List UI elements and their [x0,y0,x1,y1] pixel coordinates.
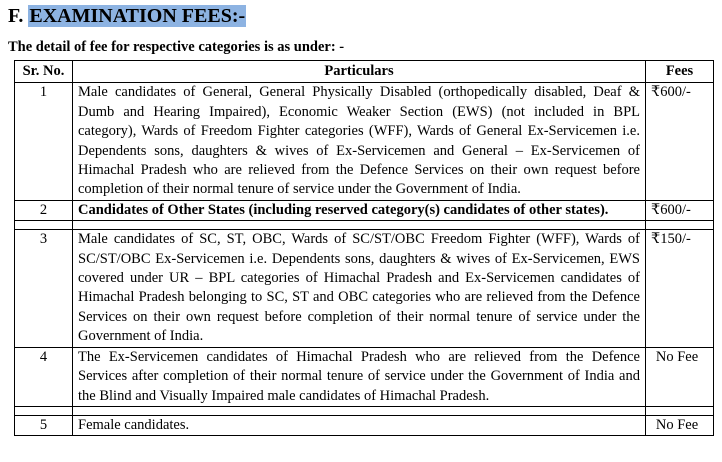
row-particulars: Candidates of Other States (including reserved category(s) candidates of other states). [73,200,646,220]
row-fee: ₹600/- [646,83,714,200]
row-particulars: Female candidates. [73,415,646,435]
spacer-cell [646,221,714,230]
row-sr-no: 1 [15,83,73,200]
header-particulars: Particulars [73,61,646,83]
row-fee: No Fee [646,415,714,435]
row-fee: ₹150/- [646,230,714,347]
row-sr-no: 2 [15,200,73,220]
header-fees: Fees [646,61,714,83]
table-header-row [15,61,714,83]
table-row [15,347,714,406]
table-row [15,230,714,347]
row-particulars: Male candidates of General, General Physically Disabled (orthopedically disabled, Deaf & Dumb and Hearing Impaired), Economic Weaker Section (EWS) (not included in BPL category), Wards of Freedom Fighter categories (WFF), Wards of General Ex-Servicemen i.e. Dependents sons, daughters & wives of Ex-Servicemen and General – Ex-Servicemen of Himachal Pradesh who are relieved from the Defence Services on their own request before completion of their normal tenure of service under the Government of India. [73,83,646,200]
row-sr-no: 4 [15,347,73,406]
row-sr-no: 5 [15,415,73,435]
table-row [15,200,714,220]
spacer-cell [15,406,73,415]
intro-text: The detail of fee for respective categories is as under: - [8,39,345,55]
spacer-row [15,406,714,415]
row-particulars: The Ex-Servicemen candidates of Himachal Pradesh who are relieved from the Defence Services after completion of their normal tenure of service under the Government of India and the Blind and Visually Impaired male candidates of Himachal Pradesh. [73,347,646,406]
spacer-row [15,221,714,230]
section-heading [8,3,246,29]
row-sr-no: 3 [15,230,73,347]
spacer-cell [73,406,646,415]
spacer-cell [646,406,714,415]
row-fee: ₹600/- [646,200,714,220]
header-sr-no: Sr. No. [15,61,73,83]
spacer-cell [15,221,73,230]
spacer-cell [73,221,646,230]
table-row [15,415,714,435]
fee-table [14,60,714,436]
row-particulars: Male candidates of SC, ST, OBC, Wards of SC/ST/OBC Freedom Fighter (WFF), Wards of SC/ST/OBC Ex-Servicemen i.e. Dependents sons, daughters & wives of Ex-Servicemen, EWS covered under UR – BPL categories of Himachal Pradesh and Ex-Servicemen candidates of Himachal Pradesh belonging to SC, ST and OBC categories who are relieved from the Defence Services on their own request before completion of their normal tenure of service under the Government of India. [73,230,646,347]
table-row [15,83,714,200]
section-title: EXAMINATION FEES:- [29,5,246,27]
section-letter: F. [8,5,24,27]
row-fee: No Fee [646,347,714,406]
